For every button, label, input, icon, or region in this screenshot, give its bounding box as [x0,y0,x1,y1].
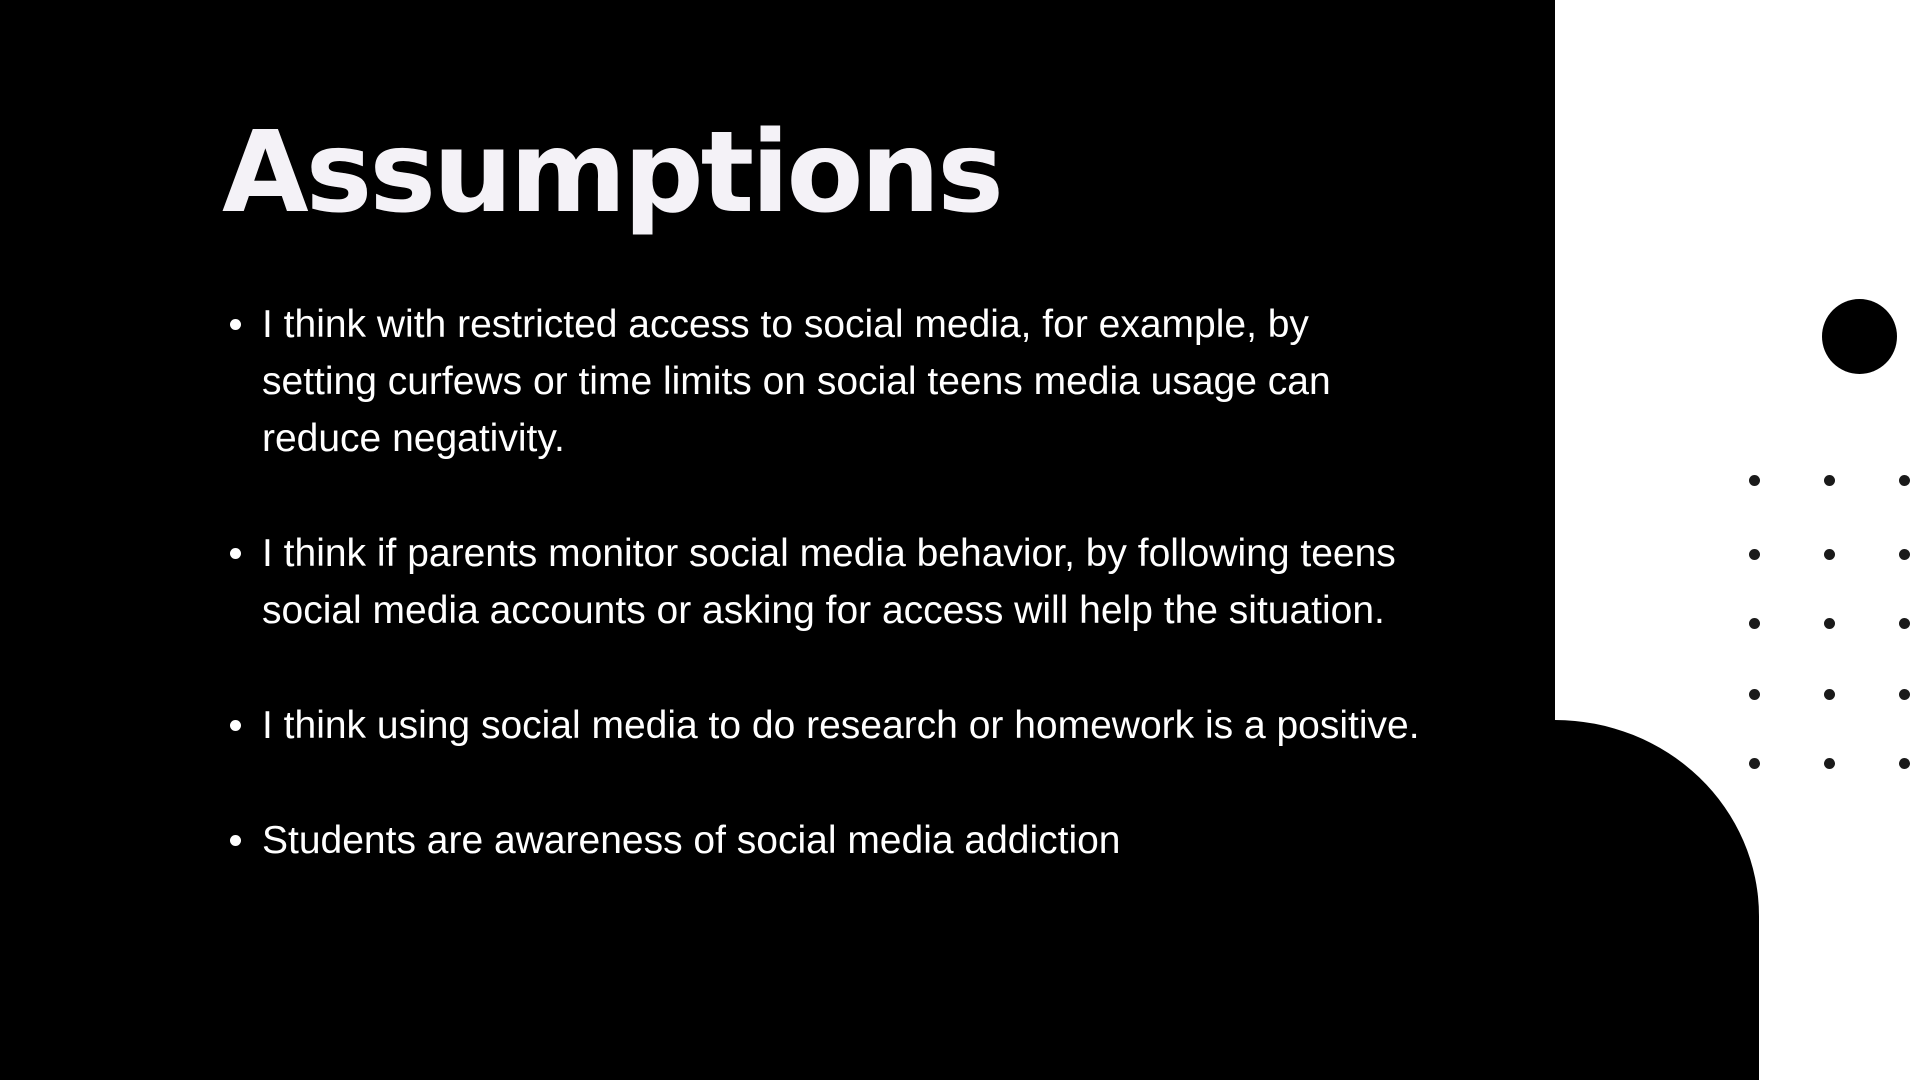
bullet-item [222,525,1422,639]
decorative-dot [1899,758,1910,769]
decorative-dot [1749,549,1760,560]
decorative-dot [1899,618,1910,629]
decorative-dot [1749,758,1760,769]
decorative-dot [1899,689,1910,700]
bullet-item [222,296,1422,467]
bullet-text: I think using social media to do research or homework is a positive. [262,704,1420,747]
bullet-text: I think with restricted access to social media, for example, by setting curfews or time limits on social teens media usage can reduce negativity. [262,303,1331,460]
decorative-dot [1749,689,1760,700]
decorative-dot [1749,618,1760,629]
decorative-circle-shape [1822,299,1897,374]
bullet-text: Students are awareness of social media addiction [262,819,1121,862]
bullet-dot-icon [230,319,241,330]
decorative-dot [1824,618,1835,629]
decorative-dot [1824,758,1835,769]
bullet-dot-icon [230,548,241,559]
bullet-dot-icon [230,720,241,731]
bullet-dot-icon [230,835,241,846]
decorative-arch-shape [1555,720,1759,1080]
bullet-list [222,296,1422,927]
decorative-dot [1749,475,1760,486]
decorative-dot [1899,549,1910,560]
decorative-dot [1824,689,1835,700]
decorative-dot [1824,475,1835,486]
decorative-dot [1824,549,1835,560]
decorative-dot [1899,475,1910,486]
bullet-text: I think if parents monitor social media behavior, by following teens social media accounts or asking for access will help the situation. [262,532,1396,632]
bullet-item [222,697,1422,754]
bullet-item [222,812,1422,869]
slide-title: Assumptions [222,108,1001,238]
